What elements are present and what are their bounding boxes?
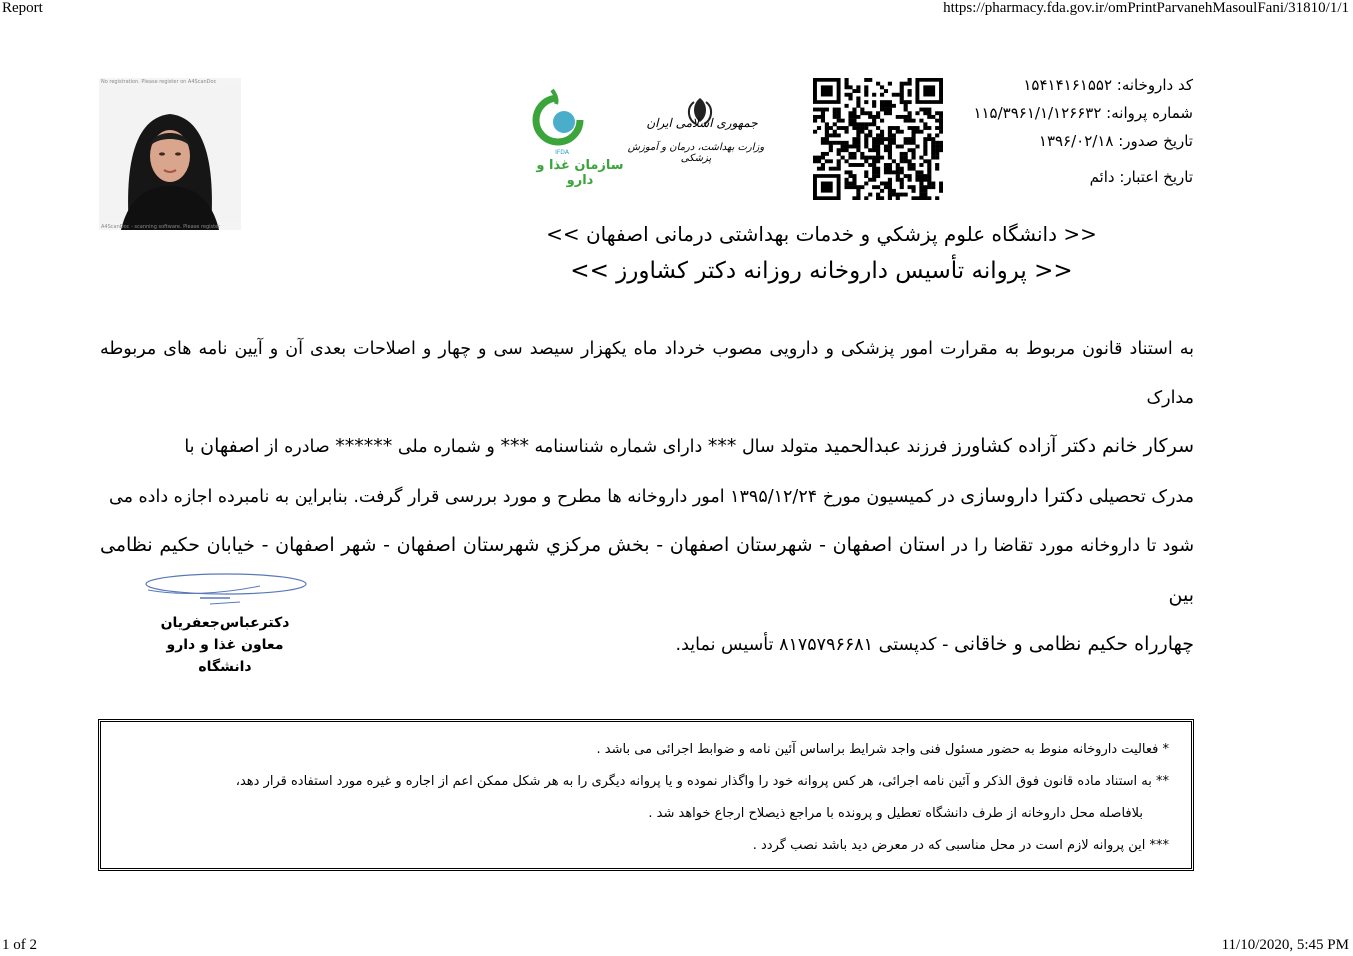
national-id: ****** <box>335 435 393 457</box>
license-metadata <box>973 76 1193 186</box>
svg-text:IFDA: IFDA <box>555 149 569 156</box>
applicant-photo <box>99 78 241 230</box>
notes-box <box>98 719 1194 871</box>
qr-code-icon <box>813 78 943 200</box>
degree: دکترا داروسازی <box>960 484 1084 507</box>
birth-year: *** <box>707 435 737 457</box>
id-number: *** <box>500 435 529 457</box>
body-line-3: مدرک تحصیلی دکترا داروسازی در کمیسیون مورخ ۱۳۹۵/۱۲/۲۴ امور داروخانه ها مطرح و مورد بررسی قرار گرفت. بنابراین به نامبرده اجازه داده می <box>108 484 1194 507</box>
header-logos <box>530 80 770 190</box>
body-line-5: چهارراه حکیم نظامی و خاقانی - کدپستی ۸۱۷۵۷۹۶۶۸۱ تأسیس نماید. <box>675 633 1194 655</box>
license-number: شماره پروانه: ۱۱۵/۳۹۶۱/۱/۱۲۶۶۳۲ <box>973 104 1193 122</box>
portrait-image <box>99 78 241 230</box>
validity-date: تاریخ اعتبار: دائم <box>1089 168 1193 186</box>
signatory-name: دکترعباس‌جعفریان <box>160 615 290 631</box>
photo-watermark-bottom: A4ScanDoc - scanning software. Please register <box>101 224 221 230</box>
license-title: << پروانه تأسیس داروخانه روزانه دکتر کشاورز >> <box>570 258 1073 284</box>
university-title: << دانشگاه علوم پزشكي و خدمات بهداشتی درمانی اصفهان >> <box>546 222 1097 246</box>
issue-date: تاریخ صدور: ۱۳۹۶/۰۲/۱۸ <box>1038 132 1193 150</box>
father-name: عبدالحمید <box>824 435 902 457</box>
note-3: *** این پروانه لازم است در محل مناسبی که در معرض دید باشد نصب گردد . <box>752 838 1169 853</box>
print-header-url: https://pharmacy.fda.gov.ir/omPrintParvanehMasoulFani/31810/1/1 <box>943 0 1349 16</box>
note-2: ** به استناد ماده قانون فوق الذکر و آئین نامه اجرائی، هر کس پروانه خود را واگذار نموده و یا پروانه دیگری را به هر شکل ممکن اعم از اجاره و غیره مورد استفاده قرار دهد، <box>235 774 1169 789</box>
address: استان اصفهان - شهرستان اصفهان - بخش مرکزي شهرستان اصفهان - شهر اصفهان - خیابان حکیم نظامی بین <box>100 534 1194 606</box>
note-1: * فعالیت داروخانه منوط به حضور مسئول فنی واجد شرایط براساس آئین نامه و ضوابط اجرائی می باشد . <box>596 742 1169 757</box>
note-2-continued: بلافاصله محل داروخانه از طرف دانشگاه تعطیل و پرونده با مراجع ذیصلاح ارجاع خواهد شد . <box>648 806 1143 821</box>
print-header-title: Report <box>2 0 43 16</box>
photo-watermark-top: No registration. Please register on A4ScanDoc <box>101 79 217 85</box>
holder-name: سرکار خانم دکتر آزاده کشاورز <box>952 435 1194 457</box>
address-intersection: چهارراه حکیم نظامی و خاقانی <box>953 633 1194 655</box>
republic-text: جمهوری اسلامی ایران <box>646 116 758 130</box>
signatory-role: معاون غذا و دارو دانشگاه <box>166 637 284 675</box>
ministry-text: وزارت بهداشت، درمان و آموزش پزشکی <box>627 142 765 164</box>
issued-place: اصفهان <box>200 435 260 457</box>
signatory <box>140 612 310 678</box>
print-footer-page: 1 of 2 <box>2 937 37 953</box>
fda-org-name: سازمان غذا و دارو <box>536 158 624 188</box>
body-line-1: به استناد قانون مربوط به مقرارت امور پزشکی و دارویی مصوب خرداد ماه یکهزار سیصد سی و چهار و اصلاحات بعدی آن و آیین نامه های مربوطه مدارک <box>100 339 1194 408</box>
print-footer-datetime: 11/10/2020, 5:45 PM <box>1221 937 1349 953</box>
body-line-4: شود تا داروخانه مورد تقاضا را در استان اصفهان - شهرستان اصفهان - بخش مرکزي شهرستان اصفهان - شهر اصفهان - خیابان حکیم نظامی بین <box>100 534 1195 606</box>
pharmacy-code: کد داروخانه: ۱۵۴۱۴۱۶۱۵۵۲ <box>1023 76 1193 94</box>
body-line-2: سرکار خانم دکتر آزاده کشاورز فرزند عبدالحمید متولد سال *** دارای شماره شناسنامه *** و شماره ملی ****** صادره از اصفهان با <box>184 435 1194 457</box>
